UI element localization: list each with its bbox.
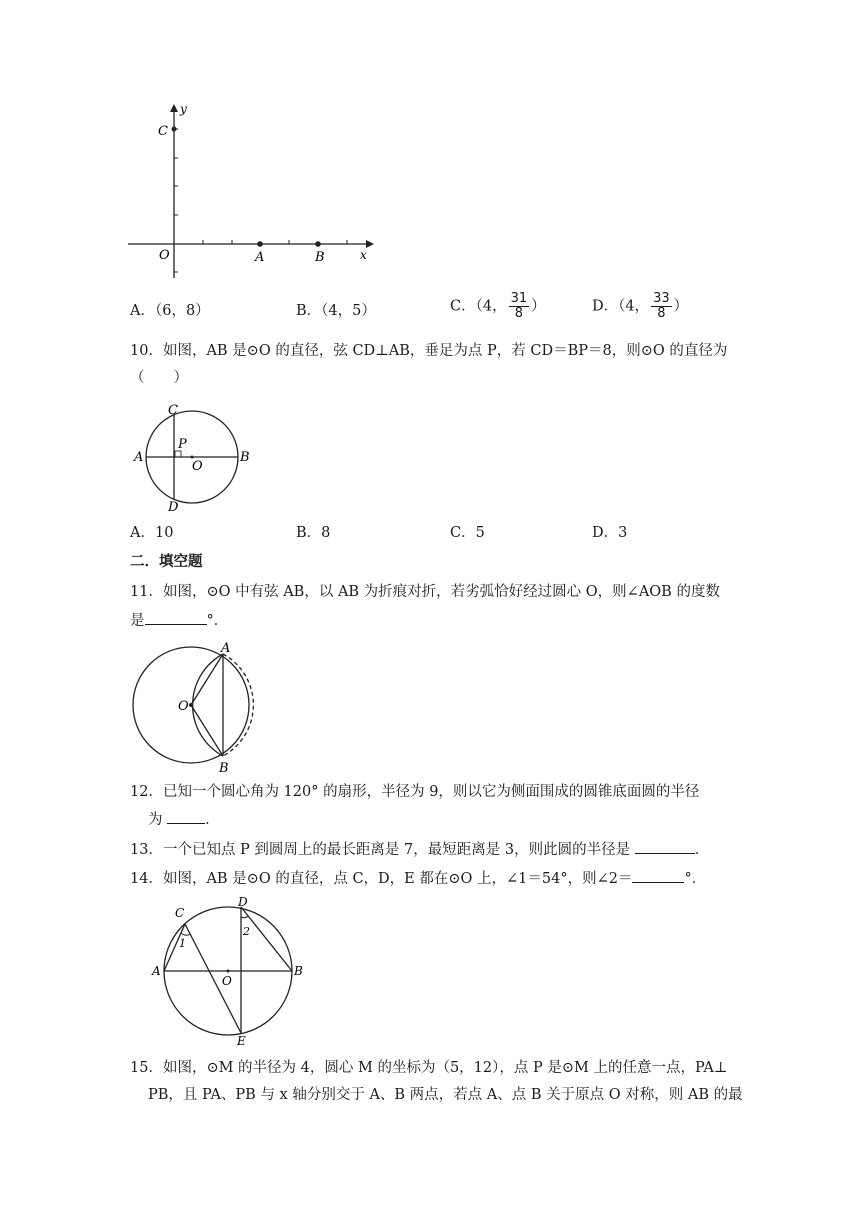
answer-blank[interactable] — [635, 839, 695, 854]
label-a: A — [134, 450, 144, 465]
label-b: B — [315, 250, 325, 265]
q10-option-b[interactable]: B．8 — [296, 525, 331, 541]
q9-option-a[interactable]: A．（6，8） — [130, 303, 210, 319]
q10-option-c[interactable]: C．5 — [450, 525, 485, 541]
q12-stem-line2 — [148, 809, 220, 830]
q9-option-d-suffix: ） — [673, 298, 689, 315]
q11-stem-line2 — [130, 610, 228, 631]
label-o: O — [222, 974, 232, 988]
label-b: B — [294, 964, 303, 978]
label-d: D — [168, 500, 179, 515]
q9-coordinate-figure — [128, 100, 378, 282]
label-o: O — [159, 248, 170, 263]
q15-stem-line1: 15．如图，⊙M 的半径为 4，圆心 M 的坐标为（5，12），点 P 是⊙M 上的任意一点，PA⊥ — [130, 1060, 728, 1076]
q9-option-c-suffix: ） — [531, 298, 546, 315]
label-b: B — [240, 450, 250, 465]
label-c: C — [175, 906, 185, 920]
angle-1-arc — [181, 933, 190, 935]
numerator: 33 — [653, 291, 670, 306]
answer-blank[interactable] — [632, 868, 684, 883]
label-angle-2: 2 — [243, 925, 250, 938]
label-c: C — [158, 124, 168, 139]
q9-option-b[interactable]: B．（4，5） — [296, 303, 376, 319]
q10-stem-line1: 10．如图，AB 是⊙O 的直径，弦 CD⊥AB，垂足为点 P，若 CD＝BP＝8，则⊙O 的直径为 — [130, 343, 728, 359]
segment-ce — [185, 924, 241, 1033]
center-o — [189, 703, 193, 707]
label-o: O — [192, 459, 203, 474]
q10-option-a[interactable]: A．10 — [130, 525, 174, 541]
fraction — [651, 292, 672, 321]
label-x: x — [360, 248, 367, 262]
q12-prefix: 为 — [148, 812, 163, 828]
label-b: B — [219, 761, 229, 776]
segment-oa — [191, 654, 223, 705]
numerator: 31 — [510, 291, 528, 306]
label-a: A — [221, 641, 231, 656]
q11-stem-line1: 11．如图，⊙O 中有弦 AB，以 AB 为折痕对折，若劣弧恰好经过圆心 O，则∠AOB 的度数 — [130, 584, 720, 600]
q9-option-d-prefix: D．（4， — [592, 298, 650, 315]
point-a — [257, 241, 263, 247]
angle-2-arc — [241, 916, 248, 918]
q13-text: 13．一个已知点 P 到圆周上的最长距离是 7，最短距离是 3，则此圆的半径是 — [130, 842, 631, 858]
q14-circle-figure — [148, 895, 308, 1047]
folded-arc — [193, 654, 223, 756]
point-b — [315, 241, 321, 247]
q11-prefix: 是 — [130, 613, 145, 629]
q12-suffix: ． — [205, 812, 220, 828]
q10-stem-line2: （ ） — [130, 370, 188, 386]
label-a: A — [152, 964, 161, 978]
q11-fold-figure — [130, 638, 260, 776]
label-a: A — [255, 250, 265, 265]
answer-blank[interactable] — [145, 610, 207, 625]
segment-ob — [191, 705, 223, 756]
q9-option-c[interactable] — [450, 292, 546, 321]
label-p: P — [178, 437, 187, 452]
y-axis-arrow — [170, 104, 178, 112]
label-y: y — [180, 102, 187, 116]
x-axis-arrow — [366, 240, 374, 248]
q13-suffix: ． — [694, 842, 710, 858]
center-o — [227, 970, 230, 973]
q13-stem — [130, 839, 709, 860]
q12-stem-line1: 12．已知一个圆心角为 120° 的扇形，半径为 9，则以它为侧面围成的圆锥底面圆的半径 — [130, 784, 700, 800]
q11-suffix: °． — [206, 613, 229, 629]
denominator: 8 — [514, 306, 523, 321]
label-e: E — [237, 1034, 246, 1047]
denominator: 8 — [657, 306, 666, 321]
fraction — [509, 292, 530, 321]
section-heading-fill-in: 二．填空题 — [130, 553, 203, 570]
q14-suffix: °． — [684, 871, 707, 887]
label-d: D — [238, 895, 248, 909]
segment-db — [241, 907, 292, 971]
q14-text: 14．如图，AB 是⊙O 的直径，点 C，D，E 都在⊙O 上，∠1＝54°，则∠2＝ — [130, 871, 633, 887]
q15-stem-line2: PB，且 PA、PB 与 x 轴分别交于 A、B 两点，若点 A、点 B 关于原点 O 对称，则 AB 的最 — [148, 1087, 743, 1103]
q14-stem — [130, 868, 706, 889]
point-c — [172, 127, 177, 132]
answer-blank[interactable] — [167, 809, 205, 824]
q10-circle-figure — [130, 398, 255, 516]
label-c: C — [168, 403, 178, 418]
q10-option-d[interactable]: D．3 — [592, 525, 628, 541]
label-angle-1: 1 — [179, 937, 186, 950]
q9-option-d[interactable] — [592, 292, 688, 321]
q9-option-c-prefix: C．（4， — [450, 298, 507, 315]
label-o: O — [178, 699, 189, 714]
